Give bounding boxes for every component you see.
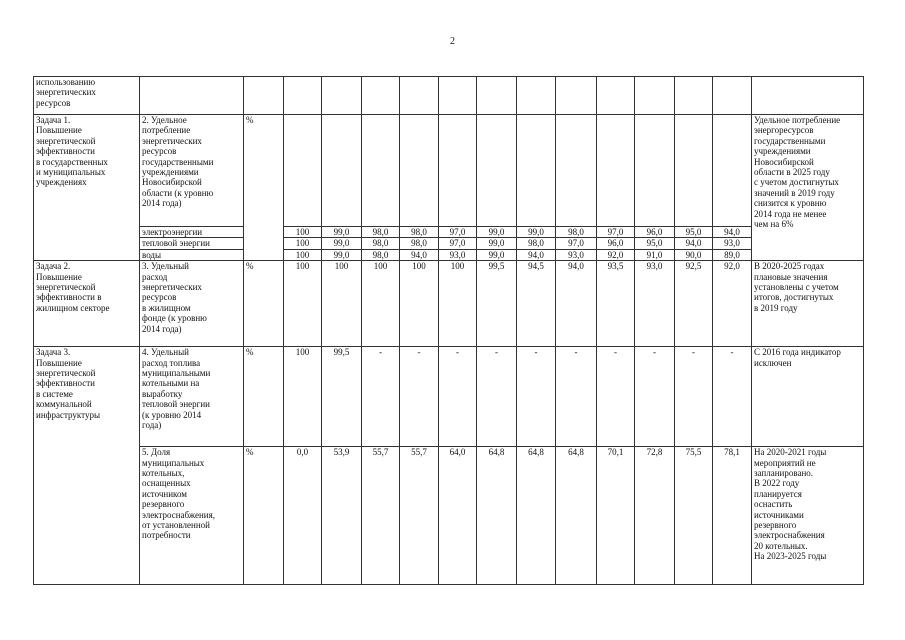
value-cell: 99,5: [477, 261, 517, 347]
value-cell: 99,0: [477, 249, 517, 260]
value-cell: 97,0: [556, 238, 597, 249]
note-cell: Удельное потребление энергоресурсов государственными учреждениями Новосибирской области в 2025 году с учетом достигнутых значений в 2019 году снизится к уровню 2014 года не менее чем на 6%: [752, 115, 864, 261]
value-cell: 99,0: [517, 227, 556, 238]
value-cell: 64,8: [477, 447, 517, 585]
value-cell: 55,7: [400, 447, 439, 585]
value-cell: -: [635, 347, 675, 447]
value-cell: 100: [284, 347, 322, 447]
value-cell: 64,8: [517, 447, 556, 585]
value-cell: -: [713, 347, 752, 447]
value-cell: 89,0: [713, 249, 752, 260]
indicator-cell: 3. Удельный расход энергетических ресурсов в жилищном фонде (к уровню 2014 года): [140, 261, 244, 347]
value-cell: 100: [400, 261, 439, 347]
table-row: [34, 447, 864, 585]
value-cell: 99,0: [322, 227, 362, 238]
table-row: [34, 115, 864, 227]
value-cell: 97,0: [439, 227, 477, 238]
value-cell: -: [477, 347, 517, 447]
value-cell: 75,5: [675, 447, 713, 585]
task-cell: Задача 2. Повышение энергетической эффективности в жилищном секторе: [34, 261, 140, 347]
subindicator-label: электроэнергии: [140, 227, 244, 238]
value-cell: 96,0: [635, 227, 675, 238]
value-cell: 72,8: [635, 447, 675, 585]
value-cell: -: [597, 347, 635, 447]
unit-cell: %: [244, 447, 284, 585]
value-cell: 99,5: [322, 347, 362, 447]
table-row: [34, 227, 864, 238]
value-cell: -: [517, 347, 556, 447]
indicators-table: [33, 76, 864, 585]
note-cell: На 2020-2021 годы мероприятий не запланировано. В 2022 году планируется оснастить источниками резервного электроснабжения 20 котельных. На 2023-2025 годы: [752, 447, 864, 585]
value-cell: 78,1: [713, 447, 752, 585]
subindicator-label: тепловой энергии: [140, 238, 244, 249]
value-cell: 97,0: [439, 238, 477, 249]
table-row: [34, 261, 864, 347]
value-cell: 53,9: [322, 447, 362, 585]
value-cell: 90,0: [675, 249, 713, 260]
page-number: 2: [450, 36, 455, 47]
value-cell: 100: [439, 261, 477, 347]
table-row: [34, 77, 864, 115]
value-cell: 92,0: [597, 249, 635, 260]
value-cell: 100: [284, 227, 322, 238]
value-cell: -: [556, 347, 597, 447]
value-cell: 64,8: [556, 447, 597, 585]
value-cell: 100: [284, 261, 322, 347]
task-cell: Задача 3. Повышение энергетической эффективности в системе коммунальной инфраструктуры: [34, 347, 140, 585]
value-cell: 100: [284, 238, 322, 249]
value-cell: 64,0: [439, 447, 477, 585]
value-cell: 98,0: [362, 249, 400, 260]
value-cell: 93,0: [635, 261, 675, 347]
table-row: [34, 249, 864, 260]
value-cell: 96,0: [597, 238, 635, 249]
value-cell: 99,0: [322, 238, 362, 249]
value-cell: 94,0: [675, 238, 713, 249]
value-cell: 99,0: [477, 227, 517, 238]
value-cell: 93,0: [713, 238, 752, 249]
value-cell: 55,7: [362, 447, 400, 585]
indicator-cell: 2. Удельное потребление энергетических ресурсов государственными учреждениями Новосибирской области (к уровню 2014 года): [140, 115, 244, 227]
value-cell: 94,0: [400, 249, 439, 260]
value-cell: 93,5: [597, 261, 635, 347]
value-cell: 94,5: [517, 261, 556, 347]
value-cell: 94,0: [556, 261, 597, 347]
value-cell: 100: [322, 261, 362, 347]
unit-cell: %: [244, 261, 284, 347]
value-cell: 94,0: [713, 227, 752, 238]
value-cell: 98,0: [556, 227, 597, 238]
value-cell: 91,0: [635, 249, 675, 260]
value-cell: 100: [284, 249, 322, 260]
table-row: [34, 238, 864, 249]
task-cell: Задача 1. Повышение энергетической эффективности в государственных и муниципальных учреждениях: [34, 115, 140, 261]
value-cell: 92,5: [675, 261, 713, 347]
indicator-cell: 4. Удельный расход топлива муниципальными котельными на выработку тепловой энергии (к уровню 2014 года): [140, 347, 244, 447]
table-row: [34, 347, 864, 447]
value-cell: 95,0: [635, 238, 675, 249]
value-cell: 92,0: [713, 261, 752, 347]
task-cell: использованию энергетических ресурсов: [34, 77, 140, 115]
note-cell: С 2016 года индикатор исключен: [752, 347, 864, 447]
value-cell: -: [362, 347, 400, 447]
value-cell: 93,0: [556, 249, 597, 260]
value-cell: 98,0: [400, 238, 439, 249]
value-cell: -: [675, 347, 713, 447]
value-cell: 97,0: [597, 227, 635, 238]
subindicator-label: воды: [140, 249, 244, 260]
value-cell: -: [400, 347, 439, 447]
unit-cell: %: [244, 115, 284, 261]
value-cell: 98,0: [400, 227, 439, 238]
value-cell: 99,0: [322, 249, 362, 260]
value-cell: -: [439, 347, 477, 447]
value-cell: 99,0: [477, 238, 517, 249]
value-cell: 95,0: [675, 227, 713, 238]
value-cell: 98,0: [362, 238, 400, 249]
unit-cell: %: [244, 347, 284, 447]
value-cell: 93,0: [439, 249, 477, 260]
value-cell: 0,0: [284, 447, 322, 585]
value-cell: 100: [362, 261, 400, 347]
indicator-cell: 5. Доля муниципальных котельных, оснащенных источником резервного электроснабжения, от установленной потребности: [140, 447, 244, 585]
value-cell: 94,0: [517, 249, 556, 260]
value-cell: 98,0: [517, 238, 556, 249]
value-cell: 98,0: [362, 227, 400, 238]
note-cell: В 2020-2025 годах плановые значения установлены с учетом итогов, достигнутых в 2019 году: [752, 261, 864, 347]
value-cell: 70,1: [597, 447, 635, 585]
